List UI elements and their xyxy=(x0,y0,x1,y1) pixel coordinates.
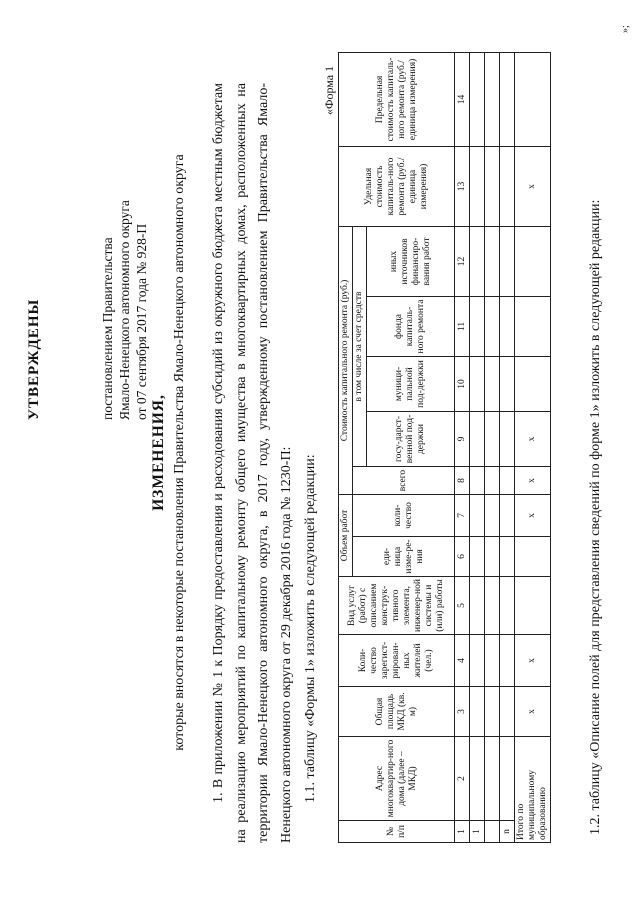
changes-title: ИЗМЕНЕНИЯ, xyxy=(150,394,167,511)
col-number: 12 xyxy=(455,226,470,296)
header-other: иных источников финансиро-вания работ xyxy=(367,226,455,296)
total-mark: x xyxy=(515,467,551,495)
total-label: Итого по муниципальному образованию xyxy=(515,737,551,843)
header-service: Вид услуг (работ) с описанием конструк-тивного элемента, инженер-ной системы и (или) работы xyxy=(339,577,455,635)
table-row xyxy=(500,52,515,842)
header-total: всего xyxy=(353,467,455,495)
col-number: 8 xyxy=(455,467,470,495)
total-mark: x xyxy=(515,412,551,467)
col-number: 3 xyxy=(455,687,470,737)
total-mark: x xyxy=(515,687,551,737)
col-number: 7 xyxy=(455,495,470,537)
col-number: 11 xyxy=(455,297,470,357)
total-row xyxy=(515,52,551,842)
approval-title: УТВЕРЖДЕНЫ xyxy=(26,298,42,420)
header-area: Общая площадь МКД (кв. м) xyxy=(339,687,455,737)
total-mark: x xyxy=(515,635,551,687)
header-no: № п/п xyxy=(339,821,455,843)
col-number: 6 xyxy=(455,537,470,577)
col-number: 10 xyxy=(455,357,470,412)
row-number: n xyxy=(500,821,515,843)
header-address: Адрес многоквартир-ного дома (далее – МКД) xyxy=(339,737,455,821)
form-1-table xyxy=(338,52,551,843)
total-mark: x xyxy=(515,146,551,226)
subitem-1-2: 1.2. таблицу «Описание полей для представления сведений по форме 1» изложить в следующей редакции: xyxy=(588,199,603,835)
paragraph-1: 1. В приложении № 1 к Порядку предоставления и расходования субсидий из окружного бюджета местным бюджетам на реализацию мероприятий по капитальному ремонту общего имущества в многоквартирных домах, расположенных на территории Ямало-Ненецкого автономного округа, в 2017 году, утвержденному постановлением Правительства Ямало-Ненецкого автономного округа от 29 декабря 2016 года № 1230-П: xyxy=(211,83,294,843)
header-fund: фонда капиталь-ного ремонта xyxy=(367,297,455,357)
approval-line-1: постановлением Правительства xyxy=(100,237,115,420)
col-number: 4 xyxy=(455,635,470,687)
form-label: «Форма 1 xyxy=(322,65,336,115)
col-number: 2 xyxy=(455,737,470,821)
row-number: 1 xyxy=(470,821,485,843)
header-residents: Коли-чество зарегист-рирован-ных жителей (чел.) xyxy=(339,635,455,687)
header-cost: Стоимость капитального ремонта (руб.) xyxy=(339,226,353,494)
col-number: 5 xyxy=(455,577,470,635)
table-row xyxy=(485,52,500,842)
changes-subtitle: которые вносятся в некоторые постановления Правительства Ямало-Ненецкого автономного округа xyxy=(172,154,187,751)
col-number: 1 xyxy=(455,821,470,843)
header-state: госу-дарст-венной под-держки xyxy=(367,412,455,467)
header-specific-cost: Удельная стоимость капиталь-ного ремонта (руб./ единица измерения) xyxy=(339,146,455,226)
approval-line-2: Ямало-Ненецкого автономного округа xyxy=(117,200,132,420)
header-unit: еди-ница изме-ре-ния xyxy=(353,537,455,577)
header-muni: муници-пальной под-держки xyxy=(367,357,455,412)
header-volume: Объем работ xyxy=(339,495,353,577)
header-including: в том числе за счет средств xyxy=(353,226,367,466)
header-limit-cost: Предельная стоимость капиталь-ного ремонта (руб./ единица измерения) xyxy=(339,52,455,146)
table-row xyxy=(470,52,485,842)
subitem-1-1: 1.1. таблицу «Формы 1» изложить в следующей редакции: xyxy=(303,454,318,803)
closing-mark: »; xyxy=(620,25,631,33)
col-number: 14 xyxy=(455,52,470,146)
col-number: 13 xyxy=(455,146,470,226)
total-mark: x xyxy=(515,495,551,537)
approval-line-3: от 07 сентября 2017 года № 928-П xyxy=(134,223,149,420)
header-qty: коли-чество xyxy=(353,495,455,537)
col-number: 9 xyxy=(455,412,470,467)
